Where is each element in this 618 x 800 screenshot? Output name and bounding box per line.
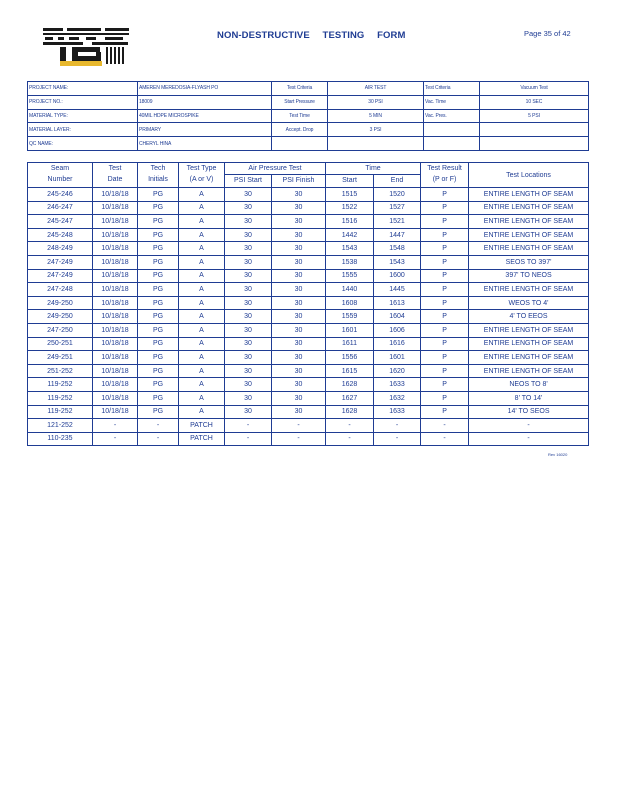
project-info-row	[28, 123, 589, 137]
header-locations: Test Locations	[469, 163, 589, 188]
test-type: A	[179, 255, 225, 269]
project-info-row	[28, 82, 589, 96]
project-label: PROJECT NAME:	[28, 82, 138, 96]
criteria-value	[480, 137, 589, 151]
psi-start: -	[225, 432, 272, 446]
tech-initials: -	[138, 432, 179, 446]
psi-start: 30	[225, 255, 272, 269]
test-type: A	[179, 391, 225, 405]
seam-number: 248-249	[28, 242, 93, 256]
test-type: A	[179, 378, 225, 392]
psi-start: 30	[225, 323, 272, 337]
header-result: Test Result	[421, 163, 469, 175]
test-result: P	[421, 242, 469, 256]
psi-start: 30	[225, 378, 272, 392]
test-location: 4' TO EEOS	[469, 310, 589, 324]
tech-initials: PG	[138, 296, 179, 310]
seam-number: 249-250	[28, 296, 93, 310]
criteria-value: 5 PSI	[480, 109, 589, 123]
psi-start: 30	[225, 351, 272, 365]
test-date: 10/18/18	[93, 310, 138, 324]
test-location: ENTIRE LENGTH OF SEAM	[469, 242, 589, 256]
psi-start: 30	[225, 215, 272, 229]
test-location: 8' TO 14'	[469, 391, 589, 405]
psi-finish: 30	[272, 364, 326, 378]
seam-number: 247-249	[28, 269, 93, 283]
tech-initials: PG	[138, 337, 179, 351]
time-start: 1556	[326, 351, 374, 365]
test-result: -	[421, 432, 469, 446]
project-label: MATERIAL TYPE:	[28, 109, 138, 123]
criteria-label	[424, 123, 480, 137]
test-type: A	[179, 351, 225, 365]
table-row	[28, 283, 589, 297]
time-start: 1543	[326, 242, 374, 256]
psi-start: 30	[225, 310, 272, 324]
time-start: -	[326, 432, 374, 446]
header-psi-finish: PSI Finish	[272, 175, 326, 188]
project-info-table	[27, 81, 589, 151]
test-result: P	[421, 188, 469, 202]
test-type: A	[179, 364, 225, 378]
psi-start: 30	[225, 296, 272, 310]
criteria-value: 5 MIN	[328, 109, 424, 123]
table-row	[28, 364, 589, 378]
test-result: -	[421, 419, 469, 433]
test-location: -	[469, 419, 589, 433]
time-end: 1633	[374, 378, 421, 392]
psi-finish: 30	[272, 283, 326, 297]
time-end: -	[374, 432, 421, 446]
time-start: 1516	[326, 215, 374, 229]
test-date: 10/18/18	[93, 188, 138, 202]
test-date: 10/18/18	[93, 405, 138, 419]
tech-initials: PG	[138, 228, 179, 242]
seam-number: 250-251	[28, 337, 93, 351]
seam-number: 247-250	[28, 323, 93, 337]
test-location: SEOS TO 397'	[469, 255, 589, 269]
project-info-row	[28, 95, 589, 109]
time-start: 1442	[326, 228, 374, 242]
psi-finish: 30	[272, 215, 326, 229]
test-type: PATCH	[179, 419, 225, 433]
time-end: 1543	[374, 255, 421, 269]
psi-finish: 30	[272, 405, 326, 419]
psi-start: 30	[225, 242, 272, 256]
test-type: A	[179, 337, 225, 351]
test-location: -	[469, 432, 589, 446]
time-start: 1627	[326, 391, 374, 405]
test-type: A	[179, 215, 225, 229]
tech-initials: PG	[138, 255, 179, 269]
psi-finish: 30	[272, 351, 326, 365]
time-end: 1632	[374, 391, 421, 405]
psi-start: -	[225, 419, 272, 433]
test-result: P	[421, 228, 469, 242]
table-row	[28, 215, 589, 229]
header-psi-start: PSI Start	[225, 175, 272, 188]
tech-initials: PG	[138, 323, 179, 337]
seam-number: 119-252	[28, 391, 93, 405]
seam-number: 119-252	[28, 378, 93, 392]
psi-finish: -	[272, 432, 326, 446]
test-type: A	[179, 405, 225, 419]
time-start: -	[326, 419, 374, 433]
seam-number: 245-246	[47, 190, 73, 198]
project-info-row	[28, 109, 589, 123]
criteria-value: 10 SEC	[480, 95, 589, 109]
table-row	[28, 269, 589, 283]
time-end: 1445	[374, 283, 421, 297]
revision-label: Rev 16020	[548, 452, 568, 457]
test-date: 10/18/18	[93, 255, 138, 269]
header-seam: Seam	[50, 165, 70, 173]
tech-initials: PG	[138, 378, 179, 392]
header-date: Test	[93, 163, 138, 175]
criteria-value	[328, 137, 424, 151]
seam-number: 247-248	[28, 283, 93, 297]
project-value: CHERYL HINA	[138, 137, 272, 151]
table-row	[28, 405, 589, 419]
company-logo	[42, 26, 130, 68]
time-end: -	[374, 419, 421, 433]
time-start: 1601	[326, 323, 374, 337]
test-date: 10/18/18	[93, 242, 138, 256]
time-start: 1515	[326, 188, 374, 202]
criteria-label: Test Time	[272, 109, 328, 123]
table-row	[28, 255, 589, 269]
test-result: P	[421, 323, 469, 337]
time-start: 1522	[326, 201, 374, 215]
header-date-sub: Date	[93, 175, 138, 188]
test-location: WEOS TO 4'	[469, 296, 589, 310]
test-date: 10/18/18	[93, 391, 138, 405]
header-tech-sub: Initials	[138, 175, 179, 188]
time-end: 1633	[374, 405, 421, 419]
table-row	[28, 201, 589, 215]
seam-number: 249-251	[28, 351, 93, 365]
criteria-label: Vac. Pres.	[424, 109, 480, 123]
test-location: ENTIRE LENGTH OF SEAM	[469, 337, 589, 351]
seam-number: 245-247	[28, 215, 93, 229]
seam-number: 119-252	[28, 405, 93, 419]
seam-number: 246-247	[28, 201, 93, 215]
psi-start: 30	[225, 201, 272, 215]
tech-initials: PG	[138, 242, 179, 256]
tech-initials: PG	[138, 364, 179, 378]
project-label: QC NAME:	[28, 137, 138, 151]
test-location: ENTIRE LENGTH OF SEAM	[469, 323, 589, 337]
header-time: Time	[326, 163, 421, 175]
time-start: 1608	[326, 296, 374, 310]
table-row	[28, 391, 589, 405]
tech-initials: -	[138, 419, 179, 433]
psi-finish: 30	[272, 188, 326, 202]
table-row	[28, 228, 589, 242]
criteria-label: Vac. Time	[424, 95, 480, 109]
criteria-label: Test Criteria	[424, 82, 480, 96]
psi-finish: 30	[272, 391, 326, 405]
project-value: AMEREN MEREDOSIA-FLYASH PO	[138, 82, 272, 96]
test-date: 10/18/18	[93, 364, 138, 378]
test-result: P	[421, 255, 469, 269]
test-date: 10/18/18	[93, 351, 138, 365]
tech-initials: PG	[138, 269, 179, 283]
table-row	[28, 419, 589, 433]
test-date: 10/18/18	[93, 337, 138, 351]
test-result: P	[421, 201, 469, 215]
header-tech: Tech	[138, 163, 179, 175]
header-type: Test Type	[179, 163, 225, 175]
header-air-pressure: Air Pressure Test	[225, 163, 326, 175]
tech-initials: PG	[138, 215, 179, 229]
psi-finish: 30	[272, 378, 326, 392]
tech-initials: PG	[138, 201, 179, 215]
psi-start: 30	[225, 337, 272, 351]
seam-number: 245-248	[28, 228, 93, 242]
tech-initials: PG	[138, 283, 179, 297]
test-location: ENTIRE LENGTH OF SEAM	[469, 351, 589, 365]
table-row	[28, 242, 589, 256]
test-location: 397' TO NEOS	[469, 269, 589, 283]
time-start: 1628	[326, 405, 374, 419]
time-end: 1601	[374, 351, 421, 365]
test-result: P	[421, 378, 469, 392]
psi-finish: 30	[272, 323, 326, 337]
psi-finish: 30	[272, 201, 326, 215]
tech-initials: PG	[138, 405, 179, 419]
table-row	[28, 296, 589, 310]
test-type: A	[179, 269, 225, 283]
form-title: NON-DESTRUCTIVE TESTING FORM	[217, 30, 406, 41]
table-row	[28, 323, 589, 337]
seam-number: 110-235	[28, 432, 93, 446]
table-row	[28, 188, 589, 202]
test-location: 14' TO SEOS	[469, 405, 589, 419]
table-row	[28, 337, 589, 351]
time-start: 1538	[326, 255, 374, 269]
test-location: ENTIRE LENGTH OF SEAM	[469, 201, 589, 215]
psi-start: 30	[225, 405, 272, 419]
time-end: 1613	[374, 296, 421, 310]
psi-finish: 30	[272, 296, 326, 310]
header-time-start: Start	[326, 175, 374, 188]
test-result: P	[421, 310, 469, 324]
project-info-row	[28, 137, 589, 151]
time-end: 1521	[374, 215, 421, 229]
test-date: 10/18/18	[93, 283, 138, 297]
time-end: 1520	[374, 188, 421, 202]
tech-initials: PG	[138, 188, 179, 202]
psi-start: 30	[225, 188, 272, 202]
test-date: -	[93, 432, 138, 446]
test-type: A	[179, 296, 225, 310]
test-result: P	[421, 351, 469, 365]
time-end: 1616	[374, 337, 421, 351]
test-location: ENTIRE LENGTH OF SEAM	[469, 283, 589, 297]
test-type: PATCH	[179, 432, 225, 446]
test-type: A	[179, 310, 225, 324]
page-number: Page 35 of 42	[524, 29, 571, 38]
criteria-label	[424, 137, 480, 151]
psi-finish: 30	[272, 337, 326, 351]
test-result: P	[421, 269, 469, 283]
psi-finish: 30	[272, 269, 326, 283]
project-value: PRIMARY	[138, 123, 272, 137]
test-type: A	[179, 188, 225, 202]
time-start: 1628	[326, 378, 374, 392]
test-result: P	[421, 391, 469, 405]
header-time-end: End	[374, 175, 421, 188]
test-date: 10/18/18	[93, 228, 138, 242]
test-type: A	[179, 242, 225, 256]
test-result: P	[421, 296, 469, 310]
test-type: A	[179, 283, 225, 297]
criteria-value: Vacuum Test	[480, 82, 589, 96]
test-result: P	[421, 405, 469, 419]
psi-finish: 30	[272, 242, 326, 256]
seam-number: 121-252	[28, 419, 93, 433]
criteria-value: 3 PSI	[328, 123, 424, 137]
criteria-label: Accept. Drop	[272, 123, 328, 137]
time-end: 1447	[374, 228, 421, 242]
table-row	[28, 378, 589, 392]
tech-initials: PG	[138, 391, 179, 405]
psi-finish: 30	[272, 310, 326, 324]
seam-number: 247-249	[28, 255, 93, 269]
test-type: A	[179, 323, 225, 337]
psi-start: 30	[225, 228, 272, 242]
psi-finish: 30	[272, 228, 326, 242]
time-start: 1559	[326, 310, 374, 324]
test-location: ENTIRE LENGTH OF SEAM	[469, 188, 589, 202]
time-start: 1615	[326, 364, 374, 378]
table-row	[28, 432, 589, 446]
time-end: 1527	[374, 201, 421, 215]
seam-number: 249-250	[28, 310, 93, 324]
tech-initials: PG	[138, 351, 179, 365]
time-end: 1620	[374, 364, 421, 378]
header-type-sub: (A or V)	[179, 175, 225, 188]
header-seam-sub: Number	[28, 175, 93, 188]
test-date: 10/18/18	[93, 269, 138, 283]
table-row	[28, 310, 589, 324]
psi-finish: 30	[272, 255, 326, 269]
psi-finish: -	[272, 419, 326, 433]
project-label: PROJECT NO.:	[28, 95, 138, 109]
psi-start: 30	[225, 364, 272, 378]
header-result-sub: (P or F)	[421, 175, 469, 188]
test-location: ENTIRE LENGTH OF SEAM	[469, 364, 589, 378]
test-location: NEOS TO 8'	[469, 378, 589, 392]
test-result: P	[421, 215, 469, 229]
criteria-label: Start Pressure	[272, 95, 328, 109]
criteria-label	[272, 137, 328, 151]
test-date: 10/18/18	[93, 378, 138, 392]
time-end: 1604	[374, 310, 421, 324]
seam-number: 251-252	[28, 364, 93, 378]
test-result: P	[421, 364, 469, 378]
test-results-table	[27, 162, 589, 446]
time-end: 1606	[374, 323, 421, 337]
test-date: 10/18/18	[93, 201, 138, 215]
test-date: -	[93, 419, 138, 433]
psi-start: 30	[225, 283, 272, 297]
time-end: 1600	[374, 269, 421, 283]
test-date: 10/18/18	[93, 323, 138, 337]
table-row	[28, 351, 589, 365]
criteria-value	[480, 123, 589, 137]
test-date: 10/18/18	[93, 296, 138, 310]
project-label: MATERIAL LAYER:	[28, 123, 138, 137]
test-location: ENTIRE LENGTH OF SEAM	[469, 228, 589, 242]
time-start: 1555	[326, 269, 374, 283]
test-type: A	[179, 201, 225, 215]
test-date: 10/18/18	[93, 215, 138, 229]
tech-initials: PG	[138, 310, 179, 324]
test-result: P	[421, 337, 469, 351]
criteria-value: 30 PSI	[328, 95, 424, 109]
project-value: 40MIL HDPE MICROSPIKE	[138, 109, 272, 123]
criteria-value: AIR TEST	[328, 82, 424, 96]
time-start: 1611	[326, 337, 374, 351]
project-value: 18009	[138, 95, 272, 109]
test-location: ENTIRE LENGTH OF SEAM	[469, 215, 589, 229]
test-result: P	[421, 283, 469, 297]
psi-start: 30	[225, 391, 272, 405]
criteria-label: Test Criteria	[272, 82, 328, 96]
psi-start: 30	[225, 269, 272, 283]
time-end: 1548	[374, 242, 421, 256]
time-start: 1440	[326, 283, 374, 297]
test-type: A	[179, 228, 225, 242]
